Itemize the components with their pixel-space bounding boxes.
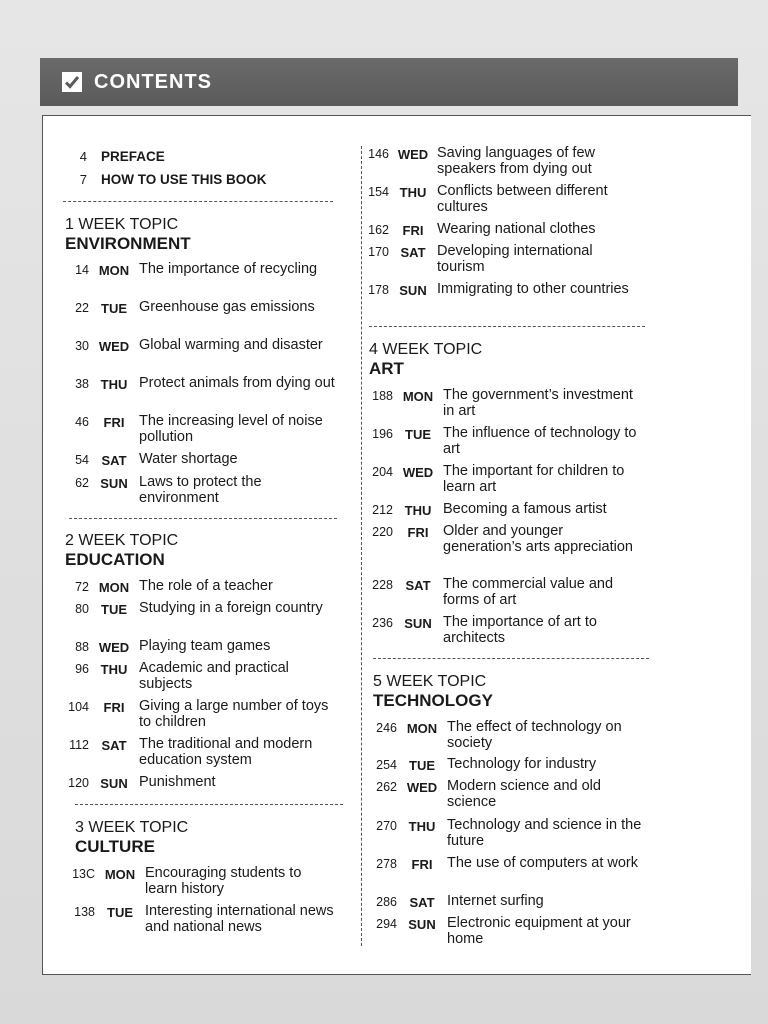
day-label: FRI xyxy=(407,525,429,540)
day-label: THU xyxy=(100,377,128,392)
day-label: TUE xyxy=(101,301,127,316)
page-number: 228 xyxy=(372,578,393,592)
toc-entry[interactable] xyxy=(371,894,647,911)
page-number: 212 xyxy=(372,503,393,517)
entry-title: Water shortage xyxy=(139,451,238,467)
page-number: 22 xyxy=(75,301,89,315)
section-divider xyxy=(63,201,333,202)
entry-title: Protect animals from dying out xyxy=(139,375,335,391)
day-label: SAT xyxy=(400,245,426,260)
page-number: 14 xyxy=(75,263,89,277)
page-number: 4 xyxy=(79,149,87,164)
entry-title: The use of computers at work xyxy=(447,855,638,871)
page-number: 154 xyxy=(368,185,389,199)
entry-title: The effect of technology on society xyxy=(447,719,622,751)
toc-entry[interactable] xyxy=(51,376,339,393)
day-label: WED xyxy=(98,339,130,354)
week-topic: ENVIRONMENT xyxy=(65,234,191,253)
toc-entry[interactable] xyxy=(51,661,339,692)
toc-entry[interactable] xyxy=(365,244,633,275)
toc-entry[interactable] xyxy=(51,737,339,768)
day-label: TUE xyxy=(107,905,133,920)
toc-entry[interactable] xyxy=(51,300,339,317)
entry-title: Immigrating to other countries xyxy=(437,281,629,297)
day-label: FRI xyxy=(103,700,125,715)
day-label: THU xyxy=(399,185,427,200)
entry-title: Conflicts between different cultures xyxy=(437,183,608,215)
entry-title: Studying in a foreign country xyxy=(139,600,323,616)
day-label: SUN xyxy=(100,776,128,791)
page-number: 30 xyxy=(75,339,89,353)
page-number: 196 xyxy=(372,427,393,441)
week-label: 2 WEEK TOPIC xyxy=(65,532,179,549)
day-label: SUN xyxy=(399,283,427,298)
entry-title: The role of a teacher xyxy=(139,578,273,594)
day-label: SAT xyxy=(101,738,127,753)
entry-title: Academic and practical subjects xyxy=(139,660,289,692)
page-number: 13C xyxy=(72,867,95,881)
toc-entry[interactable] xyxy=(51,699,339,730)
section-divider xyxy=(369,326,645,327)
entry-title: Older and younger generation’s arts appreciation xyxy=(443,523,633,555)
entry-title: The influence of technology to art xyxy=(443,425,637,457)
day-label: TUE xyxy=(405,427,431,442)
page-number: 294 xyxy=(376,917,397,931)
week-label: 5 WEEK TOPIC xyxy=(373,673,487,690)
toc-entry[interactable] xyxy=(367,426,639,457)
page-number: 278 xyxy=(376,857,397,871)
day-label: WED xyxy=(406,780,438,795)
section-divider xyxy=(373,658,649,659)
week-topic: CULTURE xyxy=(75,837,155,856)
day-label: WED xyxy=(397,147,429,162)
entry-title: Developing international tourism xyxy=(437,243,593,275)
front-matter-title: PREFACE xyxy=(101,149,165,164)
toc-entry[interactable] xyxy=(367,502,639,519)
column-divider xyxy=(361,146,362,946)
day-label: SUN xyxy=(100,476,128,491)
page-number: 254 xyxy=(376,758,397,772)
entry-title: The importance of art to architects xyxy=(443,614,597,646)
entry-title: Becoming a famous artist xyxy=(443,501,607,517)
toc-entry[interactable] xyxy=(365,184,633,215)
toc-entry[interactable] xyxy=(51,601,339,618)
day-label: SUN xyxy=(408,917,436,932)
toc-entry[interactable] xyxy=(371,916,647,947)
section-divider xyxy=(69,518,337,519)
day-label: MON xyxy=(402,389,434,404)
toc-entry[interactable] xyxy=(51,775,339,792)
day-label: SAT xyxy=(405,578,431,593)
toc-entry[interactable] xyxy=(51,579,339,596)
entry-title: Interesting international news and national news xyxy=(145,903,334,935)
day-label: SAT xyxy=(409,895,435,910)
day-label: TUE xyxy=(101,602,127,617)
page-number: 96 xyxy=(75,662,89,676)
entry-title: Giving a large number of toys to children xyxy=(139,698,329,730)
entry-title: Playing team games xyxy=(139,638,271,654)
front-matter-item[interactable] xyxy=(43,149,165,165)
toc-entry[interactable] xyxy=(51,475,339,506)
toc-entry[interactable] xyxy=(57,904,335,935)
week-label: 1 WEEK TOPIC xyxy=(65,216,179,233)
toc-entry[interactable] xyxy=(51,262,339,279)
entry-title: Punishment xyxy=(139,774,216,790)
toc-entry[interactable] xyxy=(57,866,335,897)
page-number: 246 xyxy=(376,721,397,735)
page-number: 112 xyxy=(69,738,89,752)
front-matter-item[interactable] xyxy=(43,172,267,188)
week-topic: ART xyxy=(369,359,404,378)
toc-entry[interactable] xyxy=(371,856,647,873)
entry-title: The traditional and modern education system xyxy=(139,736,313,768)
toc-entry[interactable] xyxy=(367,388,639,419)
day-label: MON xyxy=(98,580,130,595)
entry-title: Modern science and old science xyxy=(447,778,601,810)
page-number: 46 xyxy=(75,415,89,429)
entry-title: Global warming and disaster xyxy=(139,337,323,353)
week-label: 4 WEEK TOPIC xyxy=(369,341,483,358)
day-label: THU xyxy=(404,503,432,518)
toc-entry[interactable] xyxy=(367,615,639,646)
page-number: 7 xyxy=(79,172,87,187)
page-number: 220 xyxy=(372,525,393,539)
page-number: 188 xyxy=(372,389,393,403)
toc-entry[interactable] xyxy=(371,757,647,774)
page-number: 88 xyxy=(75,640,89,654)
day-label: MON xyxy=(104,867,136,882)
toc-entry[interactable] xyxy=(371,818,647,849)
entry-title: Laws to protect the environment xyxy=(139,474,262,506)
entry-title: The government’s investment in art xyxy=(443,387,633,419)
page-number: 170 xyxy=(368,245,389,259)
page-number: 104 xyxy=(68,700,89,714)
page-number: 38 xyxy=(75,377,89,391)
week-topic: TECHNOLOGY xyxy=(373,691,493,710)
day-label: WED xyxy=(98,640,130,655)
page-number: 270 xyxy=(376,819,397,833)
toc-entry[interactable] xyxy=(371,779,647,810)
toc-entry[interactable] xyxy=(367,577,639,608)
day-label: THU xyxy=(408,819,436,834)
checkbox-icon xyxy=(62,72,82,92)
day-label: FRI xyxy=(402,223,424,238)
page-number: 178 xyxy=(368,283,389,297)
day-label: FRI xyxy=(103,415,125,430)
day-label: MON xyxy=(98,263,130,278)
toc-entry[interactable] xyxy=(365,222,633,239)
page-number: 236 xyxy=(372,616,393,630)
day-label: WED xyxy=(402,465,434,480)
toc-entry[interactable] xyxy=(51,452,339,469)
entry-title: Greenhouse gas emissions xyxy=(139,299,315,315)
page-number: 286 xyxy=(376,895,397,909)
toc-entry[interactable] xyxy=(51,338,339,355)
front-matter-title: HOW TO USE THIS BOOK xyxy=(101,172,267,187)
entry-title: The importance of recycling xyxy=(139,261,318,277)
entry-title: Wearing national clothes xyxy=(437,221,596,237)
toc-entry[interactable] xyxy=(367,524,639,555)
page-number: 204 xyxy=(372,465,393,479)
page-number: 162 xyxy=(368,223,389,237)
week-topic: EDUCATION xyxy=(65,550,165,569)
page-number: 138 xyxy=(74,905,95,919)
entry-title: Encouraging students to learn history xyxy=(145,865,302,897)
day-label: THU xyxy=(100,662,128,677)
entry-title: Electronic equipment at your home xyxy=(447,915,631,947)
contents-panel xyxy=(42,115,751,975)
entry-title: Technology for industry xyxy=(447,756,597,772)
toc-entry[interactable] xyxy=(365,282,633,299)
page-number: 72 xyxy=(75,580,89,594)
page-number: 146 xyxy=(368,147,389,161)
entry-title: The commercial value and forms of art xyxy=(443,576,614,608)
toc-entry[interactable] xyxy=(367,464,639,495)
entry-title: Saving languages of few speakers from dying out xyxy=(437,145,595,177)
day-label: MON xyxy=(406,721,438,736)
page-number: 262 xyxy=(376,780,397,794)
page-number: 54 xyxy=(75,453,89,467)
page-number: 62 xyxy=(75,476,89,490)
entry-title: Technology and science in the future xyxy=(447,817,642,849)
day-label: SAT xyxy=(101,453,127,468)
contents-header xyxy=(40,58,738,106)
day-label: SUN xyxy=(404,616,432,631)
toc-entry[interactable] xyxy=(51,414,339,445)
section-divider xyxy=(75,804,343,805)
page-number: 80 xyxy=(75,602,89,616)
entry-title: Internet surfing xyxy=(447,893,544,909)
toc-entry[interactable] xyxy=(51,639,339,656)
page-title: CONTENTS xyxy=(94,70,212,93)
entry-title: The important for children to learn art xyxy=(443,463,625,495)
toc-entry[interactable] xyxy=(365,146,633,177)
entry-title: The increasing level of noise pollution xyxy=(139,413,323,445)
week-label: 3 WEEK TOPIC xyxy=(75,819,189,836)
toc-entry[interactable] xyxy=(371,720,647,751)
page-number: 120 xyxy=(68,776,89,790)
day-label: FRI xyxy=(411,857,433,872)
day-label: TUE xyxy=(409,758,435,773)
